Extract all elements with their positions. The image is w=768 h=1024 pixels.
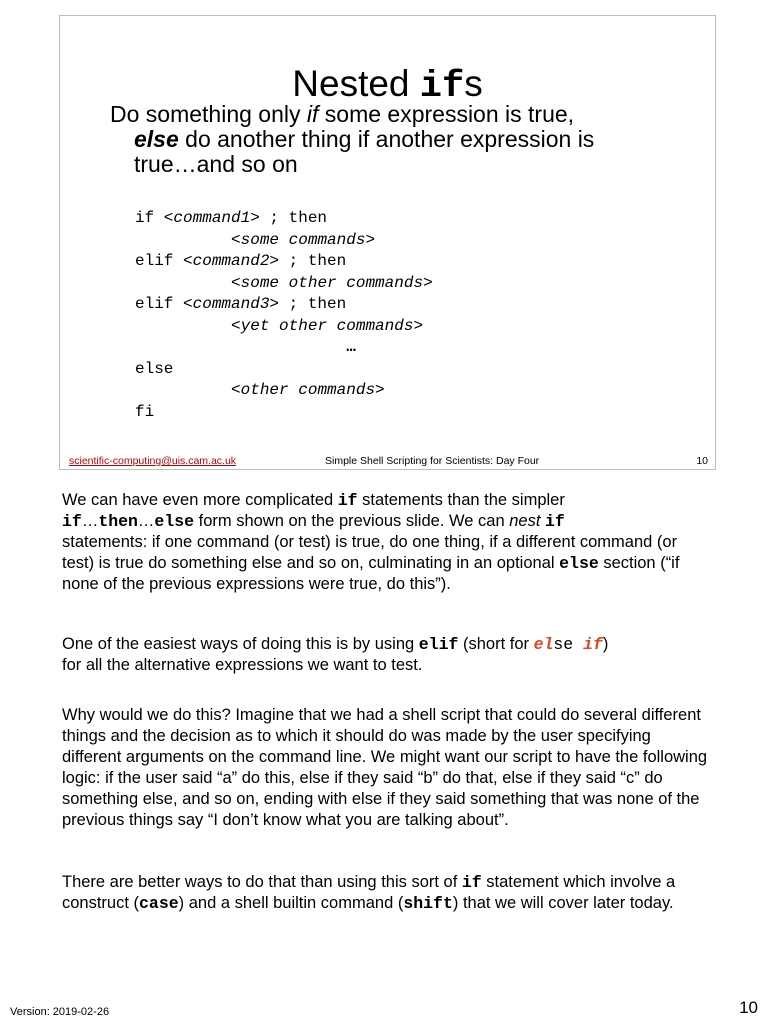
- p1-text-a: We can have even more complicated: [62, 491, 338, 509]
- code-keyword-tail: >: [423, 273, 433, 292]
- p2-highlight-if: if: [583, 635, 603, 654]
- version-label: Version: 2019-02-26: [10, 1006, 110, 1018]
- slide-bullet: [110, 102, 670, 177]
- slide-title-text: Nested: [292, 63, 420, 104]
- p1-code-else: else: [154, 512, 195, 531]
- p1-code-else-2: else: [559, 554, 599, 573]
- p4-text-g: ) that we will cover later today.: [452, 894, 674, 912]
- footer-slide-number: 10: [696, 455, 708, 467]
- code-keyword: else: [135, 359, 174, 378]
- code-keyword-tail: …: [346, 338, 356, 356]
- code-line: [135, 359, 655, 381]
- code-placeholder: yet other commands: [240, 316, 414, 335]
- code-line: [135, 208, 655, 230]
- p2-text-h: for all the alternative expressions we want to test.: [62, 656, 423, 674]
- page-number: 10: [739, 998, 758, 1017]
- code-line: [135, 337, 655, 359]
- code-line: [135, 402, 655, 424]
- notes-paragraph-2: [62, 634, 712, 676]
- code-placeholder: some commands: [240, 230, 366, 249]
- code-keyword-tail: >: [375, 381, 385, 399]
- code-keyword-tail: >: [365, 230, 376, 249]
- p4-code-shift: shift: [403, 894, 453, 913]
- code-keyword-tail: > ; then: [250, 209, 328, 227]
- bullet-continuation: [110, 127, 670, 177]
- code-keyword: <: [135, 316, 241, 335]
- p4-code-case: case: [139, 894, 179, 913]
- p1-code-if-3: if: [545, 512, 565, 531]
- code-line: [135, 380, 655, 402]
- code-keyword: if <: [135, 209, 174, 227]
- code-keyword: fi: [135, 402, 155, 421]
- code-line: [135, 273, 655, 295]
- notes-paragraph-3: Why would we do this? Imagine that we had a shell script that could do several different things and the decision as to which it should do was made by the user specifying different arguments on the command line. We might want our script to have the following logic: if the user said “a” do this, else if they said “b” do that, else if they said “c” do something else, and so on, ending with else if they said something that was none of the previous things say “I don’t know what you are talking about”.: [62, 706, 708, 829]
- p1-ellipsis-2: …: [137, 512, 155, 530]
- code-keyword-tail: > ; then: [269, 295, 347, 313]
- bullet-text-1: Do something only: [110, 101, 307, 127]
- bullet-text-2: some expression is true,: [318, 101, 575, 127]
- code-line: [135, 316, 655, 338]
- p4-text-c: statement which involve a construct (: [62, 873, 676, 912]
- footer-course-title: Simple Shell Scripting for Scientists: Day Four: [325, 455, 540, 467]
- code-line: [135, 294, 655, 316]
- p1-code-then: then: [98, 512, 138, 531]
- code-keyword-tail: > ; then: [269, 252, 347, 270]
- p1-ellipsis-1: …: [81, 512, 99, 530]
- p1-code-if: if: [337, 491, 358, 510]
- code-keyword: [135, 338, 346, 356]
- slide-panel: [59, 15, 716, 470]
- p2-text-g: ): [602, 635, 609, 653]
- p4-code-if: if: [461, 873, 482, 892]
- code-line: [135, 230, 655, 252]
- p1-text-n: section (“if none of the previous expressions were true, do this”).: [62, 554, 680, 593]
- bullet-if-word: if: [306, 101, 319, 127]
- code-placeholder: other commands: [240, 381, 376, 399]
- p2-text-a: One of the easiest ways of doing this is by using: [62, 635, 419, 653]
- bullet-text-4: true…and so on: [134, 151, 298, 177]
- footer-email-link[interactable]: scientific-computing@uis.cam.ac.uk: [69, 455, 237, 467]
- code-line: [135, 251, 655, 273]
- p1-text-c: statements than the simpler: [357, 491, 565, 509]
- code-placeholder: command2: [192, 252, 270, 270]
- bullet-text-3: do another thing if another expression is: [178, 126, 595, 152]
- p1-nest-word: nest: [509, 512, 541, 530]
- p1-text-l: statements: if one command (or test) is true, do one thing, if a different command (or test) is true do something else and so on, culminating in an optional: [62, 533, 678, 572]
- code-keyword: <: [135, 230, 241, 249]
- p2-code-se: se: [553, 635, 584, 654]
- notes-paragraph-1: [62, 490, 712, 595]
- p2-code-elif: elif: [418, 635, 459, 654]
- code-keyword: elif <: [135, 252, 193, 270]
- p1-code-if-2: if: [62, 512, 82, 531]
- p4-text-a: There are better ways to do that than using this sort of: [62, 873, 462, 891]
- code-block: [135, 208, 655, 423]
- slide-title-code: if: [419, 66, 465, 108]
- code-placeholder: command1: [173, 209, 251, 227]
- p2-highlight-el: el: [533, 635, 554, 654]
- code-keyword: elif <: [135, 295, 193, 313]
- p4-text-e: ) and a shell builtin command (: [178, 894, 404, 912]
- notes-paragraph-4: [62, 872, 712, 914]
- bullet-else-word: else: [134, 126, 179, 152]
- code-keyword: <: [135, 381, 241, 399]
- code-keyword: <: [135, 273, 241, 292]
- code-keyword-tail: >: [413, 316, 424, 335]
- code-placeholder: command3: [192, 295, 270, 313]
- p1-text-i: form shown on the previous slide. We can: [194, 512, 510, 530]
- slide-title-suffix: s: [464, 63, 483, 104]
- code-placeholder: some other commands: [240, 273, 424, 292]
- p2-text-c: (short for: [458, 635, 534, 653]
